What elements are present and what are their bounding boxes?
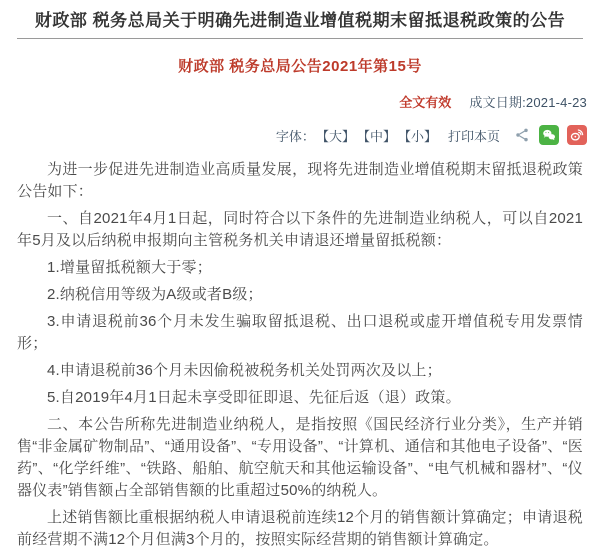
font-size-label: 字体：	[275, 128, 315, 144]
title-divider	[17, 38, 583, 39]
font-size-large-button[interactable]: 【大】	[315, 128, 355, 144]
paragraph-section-2-note: 上述销售额比重根据纳税人申请退税前连续12个月的销售额计算确定；申请退税前经营期不满12个月但满3个月的，按照实际经营期的销售额计算确定。	[17, 509, 583, 548]
issue-date: 成文日期:2021-4-23	[469, 95, 587, 110]
paragraph-condition-5: 5.自2019年4月1日起未享受即征即退、先征后返（退）政策。	[47, 389, 461, 406]
wechat-share-icon[interactable]	[539, 125, 559, 145]
announcement-body	[0, 146, 600, 551]
paragraph-section-1: 一、自2021年4月1日起，同时符合以下条件的先进制造业纳税人，可以自2021年5月及以后纳税申报期向主管税务机关申请退还增量留抵税额：	[17, 210, 583, 249]
document-header	[0, 0, 600, 76]
weibo-share-icon[interactable]	[567, 125, 587, 145]
validity-status: 全文有效	[399, 95, 452, 110]
share-icon[interactable]	[513, 126, 531, 144]
paragraph-condition-1: 1.增量留抵税额大于零；	[47, 259, 212, 276]
font-size-small-button[interactable]: 【小】	[397, 128, 437, 144]
document-meta	[0, 92, 600, 146]
paragraph-condition-2: 2.纳税信用等级为A级或者B级；	[47, 286, 263, 303]
paragraph-condition-4: 4.申请退税前36个月未因偷税被税务机关处罚两次及以上；	[47, 362, 442, 379]
paragraph-condition-3: 3.申请退税前36个月未发生骗取留抵退税、出口退税或虚开增值税专用发票情形；	[17, 313, 583, 352]
page-title: 财政部 税务总局关于明确先进制造业增值税期末留抵退税政策的公告	[34, 11, 566, 30]
doc-number: 财政部 税务总局公告2021年第15号	[178, 58, 422, 75]
paragraph-intro: 为进一步促进先进制造业高质量发展，现将先进制造业增值税期末留抵退税政策公告如下：	[17, 161, 583, 200]
paragraph-section-2: 二、本公告所称先进制造业纳税人，是指按照《国民经济行业分类》，生产并销售“非金属矿物制品”、“通用设备”、“专用设备”、“计算机、通信和其他电子设备”、“医药”、“化学纤维”、“铁路、船舶、航空航天和其他运输设备”、“电气机械和器材”、“仪器仪表”销售额占全部销售额的比重超过50%的纳税人。	[17, 416, 583, 499]
print-page-button[interactable]: 打印本页	[447, 128, 500, 144]
font-size-medium-button[interactable]: 【中】	[356, 128, 396, 144]
